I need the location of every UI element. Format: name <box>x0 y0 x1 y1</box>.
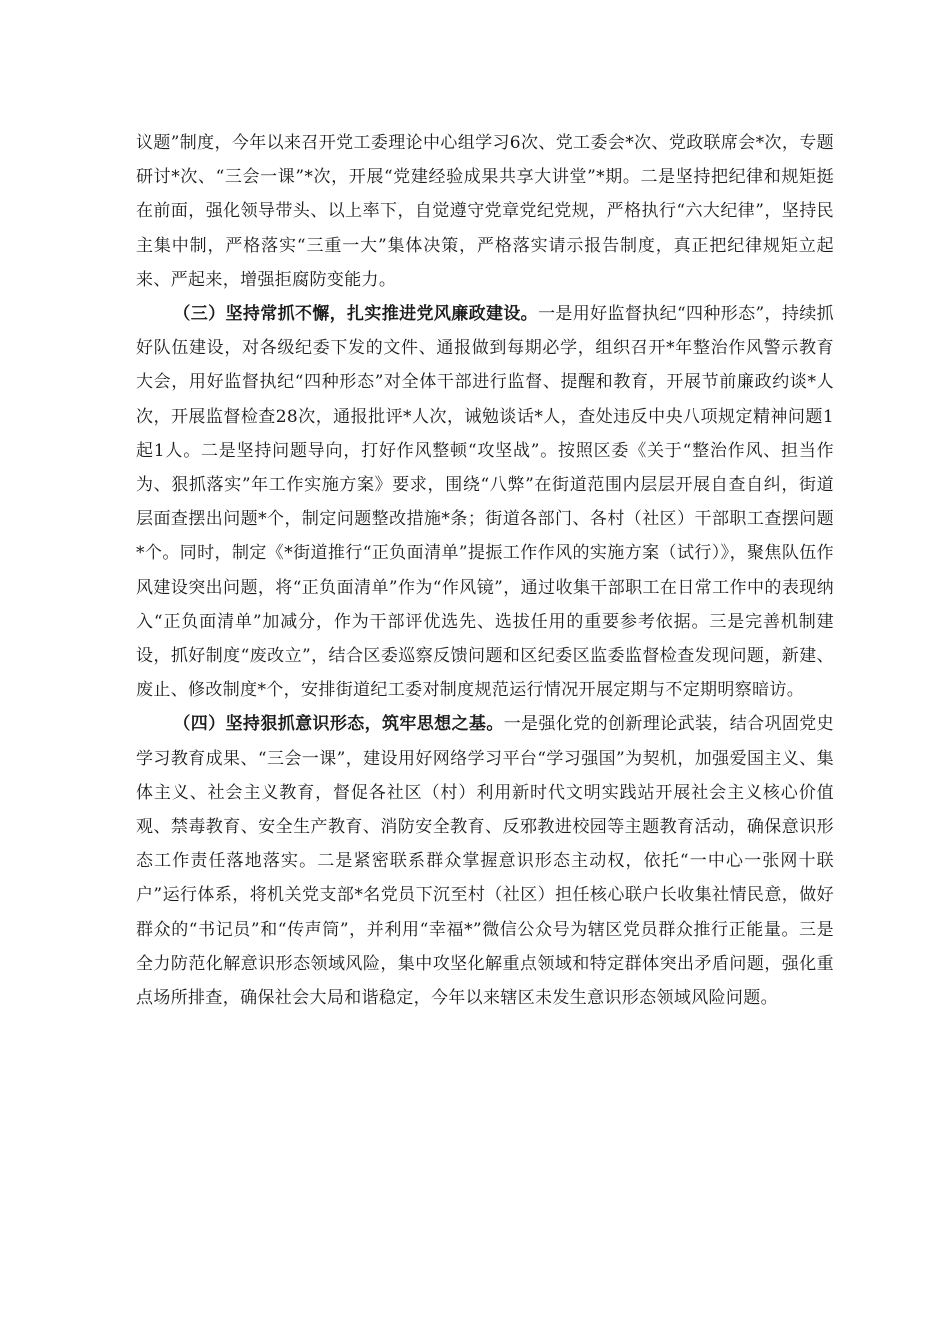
section-heading: （三）坚持常抓不懈，扎实推进党风廉政建设。 <box>173 304 539 325</box>
document-body <box>136 126 834 1015</box>
paragraph-text: 议题”制度，今年以来召开党工委理论中心组学习6次、党工委会*次、党政联席会*次，专题研讨*次、“三会一课”*次，开展“党建经验成果共享大讲堂”*期。二是坚持把纪律和规矩挺在前面，强化领导带头、以上率下，自觉遵守党章党纪党规，严格执行“六大纪律”，坚持民主集中制，严格落实“三重一大”集体决策，严格落实请示报告制度，真正把纪律规矩立起来、严起来，增强拒腐防变能力。 <box>136 133 834 290</box>
section-heading: （四）坚持狠抓意识形态，筑牢思想之基。 <box>173 714 504 735</box>
paragraph-section-3 <box>136 297 834 707</box>
paragraph-text: 一是强化党的创新理论武装，结合巩固党史学习教育成果、“三会一课”，建设用好网络学习平台“学习强国”为契机，加强爱国主义、集体主义、社会主义教育，督促各社区（村）利用新时代文明实践站开展社会主义核心价值观、禁毒教育、安全生产教育、消防安全教育、反邪教进校园等主题教育活动，确保意识形态工作责任落地落实。二是紧密联系群众掌握意识形态主动权，依托“一中心一张网十联户”运行体系，将机关党支部*名党员下沉至村（社区）担任核心联户长收集社情民意，做好群众的“书记员”和“传声筒”，并利用“幸福*”微信公众号为辖区党员群众推行正能量。三是全力防范化解意识形态领域风险，集中攻坚化解重点领域和特定群体突出矛盾问题，强化重点场所排查，确保社会大局和谐稳定，今年以来辖区未发生意识形态领域风险问题。 <box>136 714 834 1009</box>
paragraph-section-4 <box>136 707 834 1015</box>
paragraph-continued <box>136 126 834 297</box>
paragraph-text: 一是用好监督执纪“四种形态”，持续抓好队伍建设，对各级纪委下发的文件、通报做到每期必学，组织召开*年整治作风警示教育大会，用好监督执纪“四种形态”对全体干部进行监督、提醒和教育，开展节前廉政约谈*人次，开展监督检查28次，通报批评*人次，诫勉谈话*人，查处违反中央八项规定精神问题1起1人。二是坚持问题导向，打好作风整顿“攻坚战”。按照区委《关于“整治作风、担当作为、狠抓落实”年工作实施方案》要求，围绕“八弊”在街道范围内层层开展自查自纠，街道层面查摆出问题*个，制定问题整改措施*条；街道各部门、各村（社区）干部职工查摆问题*个。同时，制定《*街道推行“正负面清单”提振工作作风的实施方案（试行）》，聚焦队伍作风建设突出问题，将“正负面清单”作为“作风镜”，通过收集干部职工在日常工作中的表现纳入“正负面清单”加减分，作为干部评优选先、选拔任用的重要参考依据。三是完善机制建设，抓好制度“废改立”，结合区委巡察反馈问题和区纪委区监委监督检查发现问题，新建、废止、修改制度*个，安排街道纪工委对制度规范运行情况开展定期与不定期明察暗访。 <box>136 304 834 701</box>
